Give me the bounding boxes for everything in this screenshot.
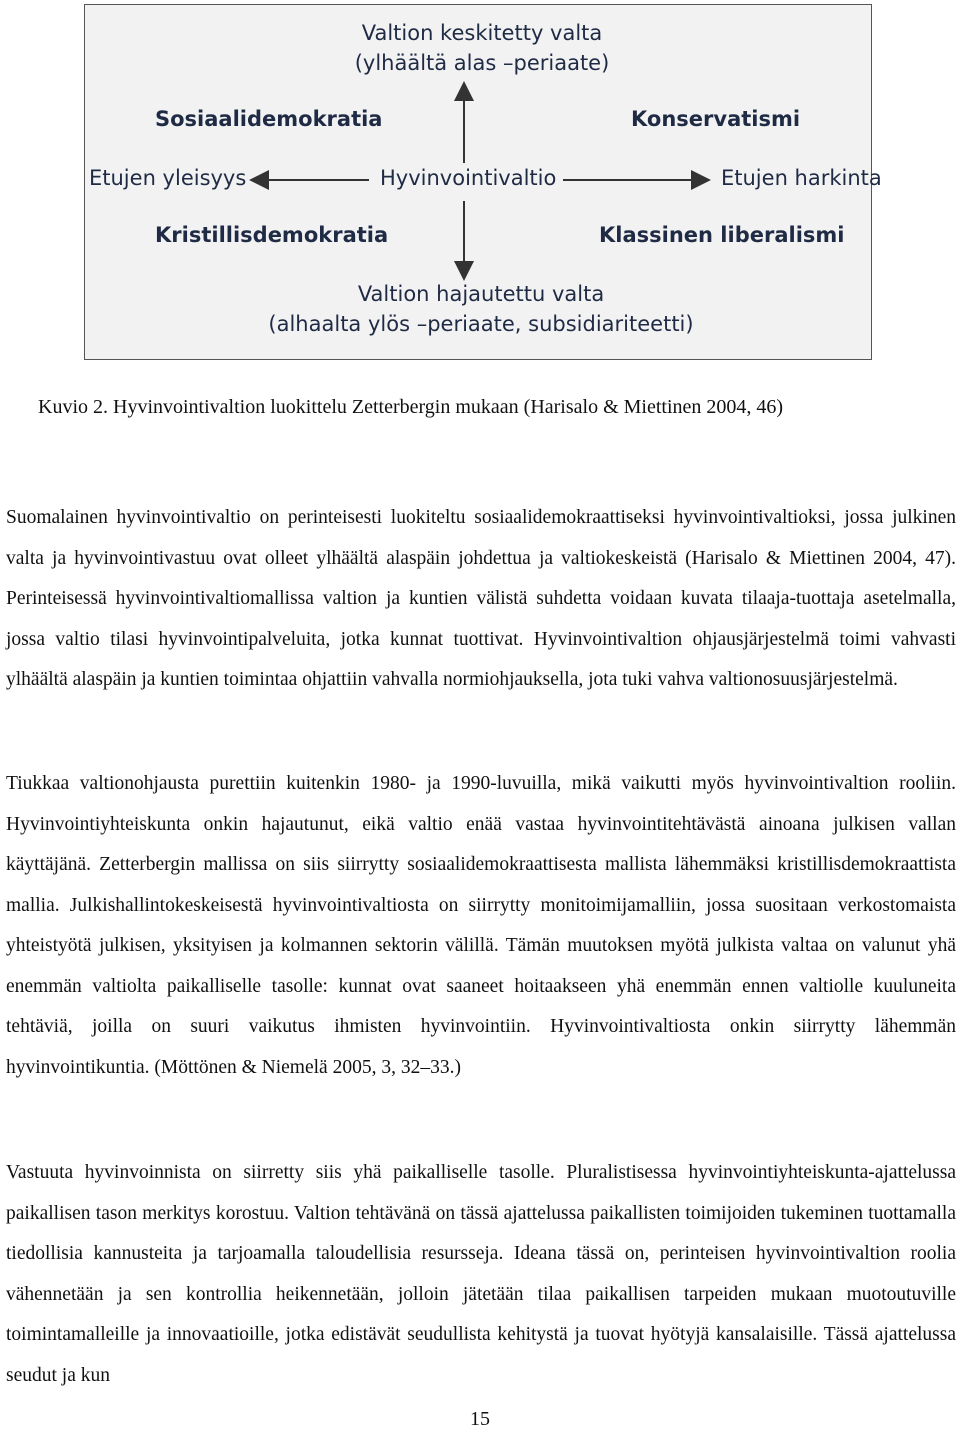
bottom-label-line2: (alhaalta ylös –periaate, subsidiariteetti) [268, 312, 694, 336]
label-konservatismi: Konservatismi [631, 107, 801, 131]
figure-caption: Kuvio 2. Hyvinvointivaltion luokittelu Zetterbergin mukaan (Harisalo & Miettinen 2004, 46) [38, 396, 784, 418]
label-etujen-harkinta: Etujen harkinta [721, 166, 882, 190]
figure-diagram [84, 4, 882, 360]
top-label-line1: Valtion keskitetty valta [361, 21, 603, 45]
paragraph-2: Tiukkaa valtionohjausta purettiin kuitenkin 1980- ja 1990-luvuilla, mikä vaikutti myös hyvinvointivaltion rooliin. Hyvinvointiyhteiskunta onkin hajautunut, eikä valtio enää vastaa hyvinvointitehtävästä ainoana julkisen vallan käyttäjänä. Zetterbergin mallissa on siis siirrytty sosiaalidemokraattisesta mallista lähemmäksi kristillisdemokraattista mallia. Julkishallintokeskeisestä hyvinvointivaltiosta on siirrytty monitoimijamalliin, jossa suositaan verkostomaista yhteistyötä julkisen, yksityisen ja kolmannen sektorin välillä. Tämän muutoksen myötä julkista valtaa on valunut yhä enemmän valtiolta paikalliselle tasolle: kunnat ovat saaneet hoitaakseen yhä enemmän ennen valtiolle kuuluneita tehtäviä, joilla on suuri vaikutus ihmisten hyvinvointiin. Hyvinvointivaltiosta onkin siirrytty lähemmän hyvinvointikuntia. (Möttönen & Niemelä 2005, 3, 32–33.) [6, 773, 956, 1078]
label-sosiaalidemokratia: Sosiaalidemokratia [155, 107, 383, 131]
top-label-line2: (ylhäältä alas –periaate) [354, 51, 610, 75]
label-etujen-yleisyys: Etujen yleisyys [89, 166, 247, 190]
label-hyvinvointivaltio: Hyvinvointivaltio [380, 166, 557, 190]
label-kristillisdemokratia: Kristillisdemokratia [155, 223, 389, 247]
label-klassinen-liberalismi: Klassinen liberalismi [599, 223, 845, 247]
paragraph-3: Vastuuta hyvinvoinnista on siirretty siis yhä paikalliselle tasolle. Pluralistisessa hyvinvointiyhteiskunta-ajattelussa paikallisen tason merkitys korostuu. Valtion tehtävänä on tässä ajattelussa paikallisten toimijoiden tukeminen tuottamalla tiedollisia kannusteita ja tarjoamalla taloudellisia resursseja. Ideana tässä on, perinteisen hyvinvointivaltion roolia vähennetään ja sen kontrollia heikennetään, jolloin jätetään tilaa paikallisen tarpeiden mukaan muotoutuville toimintamalleille ja innovaatioille, jotka edistävät seudullista kehitystä ja tuovat hyötyjä kansalaisille. Tässä ajattelussa seudut ja kun [6, 1162, 956, 1386]
paragraph-1: Suomalainen hyvinvointivaltio on perinteisesti luokiteltu sosiaalidemokraattiseksi hyvinvointivaltioksi, jossa julkinen valta ja hyvinvointivastuu ovat olleet ylhäältä alaspäin johdettua ja valtiokeskeistä (Harisalo & Miettinen 2004, 47). Perinteisessä hyvinvointivaltiomallissa valtion ja kuntien välistä suhdetta voidaan kuvata tilaaja-tuottaja asetelmalla, jossa valtio tilasi hyvinvointipalveluita, jotka kunnat tuottivat. Hyvinvointivaltion ohjausjärjestelmä toimi vahvasti ylhäältä alaspäin ja kuntien toimintaa ohjattiin vahvalla normiohjauksella, jota tuki vahva valtionosuusjärjestelmä. [6, 507, 956, 690]
page-number: 15 [470, 1408, 490, 1430]
bottom-label-line1: Valtion hajautettu valta [357, 282, 605, 306]
